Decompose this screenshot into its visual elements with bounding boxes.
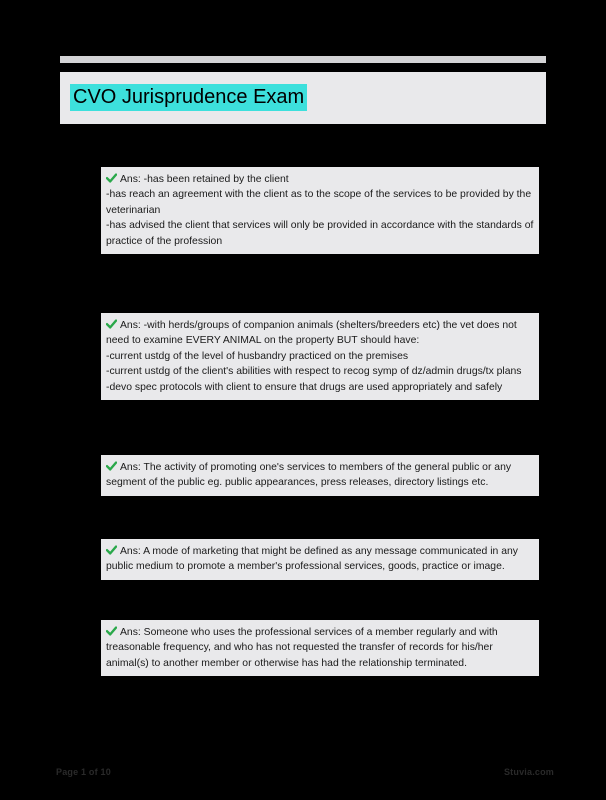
answer-text: Ans: -with herds/groups of companion animals (shelters/breeders etc) the vet does not need to examine EVERY ANIMAL on the property BUT should have: -current ustdg of the level of husbandry practiced on the premises -current ustdg of the client's abilities with respect to recog symp of dz/admin drugs/tx plans -devo spec protocols with client to ensure that drugs are used appropriately and safely — [106, 320, 522, 393]
check-icon — [106, 173, 117, 183]
check-icon — [106, 319, 117, 329]
answer-box — [101, 620, 539, 676]
answer-box — [101, 313, 539, 400]
answer-text: Ans: -has been retained by the client -has reach an agreement with the client as to the scope of the services to be provided by the veterinarian -has advised the client that services will only be provided in accordance with the standards of practice of the profession — [106, 174, 534, 247]
answer-box — [101, 455, 539, 496]
check-icon — [106, 461, 117, 471]
document-title: CVO Jurisprudence Exam — [70, 84, 307, 111]
answer-text: Ans: A mode of marketing that might be defined as any message communicated in any public medium to promote a member's professional services, goods, practice or image. — [106, 546, 518, 573]
footer-site: Stuvia.com — [503, 767, 554, 777]
answer-box — [101, 539, 539, 580]
footer-page-number: Page 1 of 10 — [56, 767, 111, 777]
answer-text: Ans: Someone who uses the professional services of a member regularly and with treasonable frequency, and who has not requested the transfer of records for his/her animal(s) to another member or otherwise has had the relationship terminated. — [106, 627, 498, 669]
check-icon — [106, 545, 117, 555]
header-rule — [60, 56, 546, 63]
answer-box — [101, 167, 539, 254]
answer-text: Ans: The activity of promoting one's services to members of the general public or any segment of the public eg. public appearances, press releases, directory listings etc. — [106, 462, 512, 489]
title-bar — [60, 72, 546, 124]
check-icon — [106, 626, 117, 636]
